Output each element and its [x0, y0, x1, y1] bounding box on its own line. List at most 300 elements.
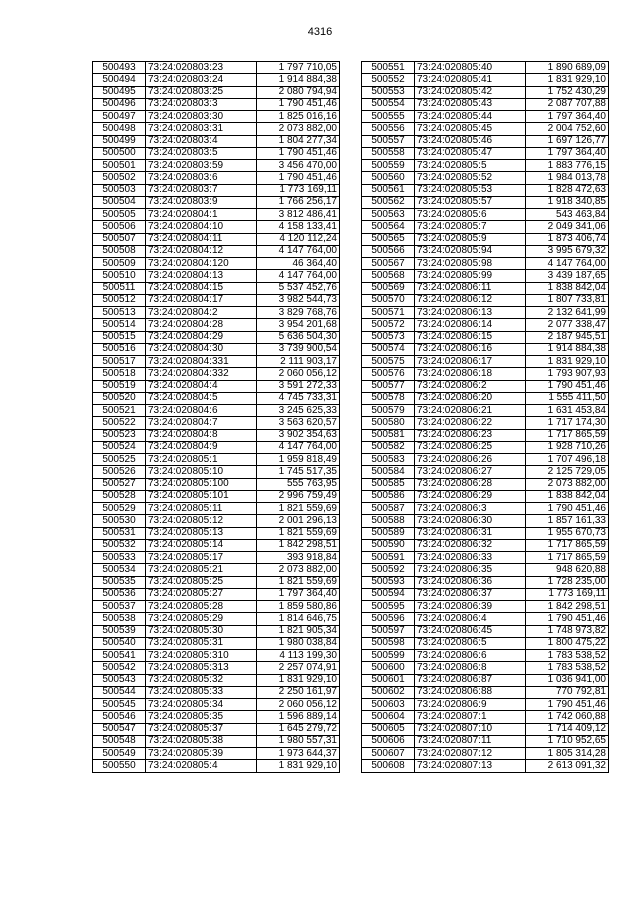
cadastral-value-cell: 2 080 794,94 [257, 86, 340, 98]
cadastral-table-left [92, 61, 340, 773]
table-row [362, 699, 609, 711]
row-number-cell: 500578 [362, 392, 415, 404]
table-row [93, 637, 340, 649]
row-number-cell: 500564 [362, 221, 415, 233]
cadastral-value-cell: 1 036 941,00 [526, 674, 609, 686]
table-row [93, 160, 340, 172]
cadastral-number-cell: 73:24:020804:6 [146, 405, 257, 417]
row-number-cell: 500558 [362, 147, 415, 159]
row-number-cell: 500604 [362, 711, 415, 723]
cadastral-number-cell: 73:24:020806:15 [415, 331, 526, 343]
cadastral-value-cell: 1 766 256,17 [257, 196, 340, 208]
cadastral-number-cell: 73:24:020805:35 [146, 711, 257, 723]
row-number-cell: 500568 [362, 270, 415, 282]
table-row [362, 515, 609, 527]
table-row [362, 184, 609, 196]
table-row [93, 515, 340, 527]
cadastral-value-cell: 1 828 472,63 [526, 184, 609, 196]
table-row [93, 86, 340, 98]
cadastral-value-cell: 1 831 929,10 [526, 356, 609, 368]
cadastral-value-cell: 1 842 298,51 [257, 539, 340, 551]
table-row [362, 123, 609, 135]
row-number-cell: 500565 [362, 233, 415, 245]
cadastral-number-cell: 73:24:020803:24 [146, 74, 257, 86]
cadastral-number-cell: 73:24:020803:30 [146, 111, 257, 123]
cadastral-value-cell: 4 158 133,41 [257, 221, 340, 233]
row-number-cell: 500571 [362, 307, 415, 319]
row-number-cell: 500515 [93, 331, 146, 343]
table-row [93, 564, 340, 576]
row-number-cell: 500605 [362, 723, 415, 735]
table-row [362, 270, 609, 282]
cadastral-number-cell: 73:24:020804:29 [146, 331, 257, 343]
cadastral-number-cell: 73:24:020803:6 [146, 172, 257, 184]
row-number-cell: 500577 [362, 380, 415, 392]
table-row [93, 294, 340, 306]
cadastral-value-cell: 1 821 559,69 [257, 527, 340, 539]
table-row [362, 147, 609, 159]
cadastral-number-cell: 73:24:020805:57 [415, 196, 526, 208]
cadastral-value-cell: 1 821 559,69 [257, 576, 340, 588]
table-row [93, 686, 340, 698]
cadastral-value-cell: 1 717 865,59 [526, 429, 609, 441]
cadastral-number-cell: 73:24:020805:17 [146, 552, 257, 564]
cadastral-value-cell: 2 613 091,32 [526, 760, 609, 772]
cadastral-number-cell: 73:24:020807:10 [415, 723, 526, 735]
cadastral-number-cell: 73:24:020806:36 [415, 576, 526, 588]
table-row [93, 111, 340, 123]
cadastral-value-cell: 5 636 504,30 [257, 331, 340, 343]
row-number-cell: 500502 [93, 172, 146, 184]
table-row [93, 490, 340, 502]
cadastral-value-cell: 1 807 733,81 [526, 294, 609, 306]
table-row [362, 282, 609, 294]
cadastral-number-cell: 73:24:020806:30 [415, 515, 526, 527]
cadastral-value-cell: 1 959 818,49 [257, 454, 340, 466]
cadastral-value-cell: 1 745 517,35 [257, 466, 340, 478]
cadastral-value-cell: 3 812 486,41 [257, 209, 340, 221]
cadastral-value-cell: 1 790 451,46 [526, 699, 609, 711]
row-number-cell: 500580 [362, 417, 415, 429]
cadastral-value-cell: 1 717 865,59 [526, 552, 609, 564]
row-number-cell: 500532 [93, 539, 146, 551]
table-row [93, 662, 340, 674]
cadastral-number-cell: 73:24:020806:4 [415, 613, 526, 625]
cadastral-number-cell: 73:24:020806:87 [415, 674, 526, 686]
row-number-cell: 500531 [93, 527, 146, 539]
row-number-cell: 500499 [93, 135, 146, 147]
table-row [93, 135, 340, 147]
table-row [362, 368, 609, 380]
cadastral-number-cell: 73:24:020805:14 [146, 539, 257, 551]
cadastral-value-cell: 3 245 625,33 [257, 405, 340, 417]
cadastral-value-cell: 1 717 865,59 [526, 539, 609, 551]
table-row [362, 662, 609, 674]
table-row [362, 674, 609, 686]
table-row [362, 221, 609, 233]
cadastral-value-cell: 1 752 430,29 [526, 86, 609, 98]
row-number-cell: 500540 [93, 637, 146, 649]
cadastral-number-cell: 73:24:020805:43 [415, 98, 526, 110]
cadastral-number-cell: 73:24:020807:11 [415, 735, 526, 747]
cadastral-number-cell: 73:24:020804:1 [146, 209, 257, 221]
row-number-cell: 500536 [93, 588, 146, 600]
cadastral-value-cell: 1 773 169,11 [526, 588, 609, 600]
table-row [362, 405, 609, 417]
cadastral-number-cell: 73:24:020805:94 [415, 245, 526, 257]
cadastral-value-cell: 1 697 126,77 [526, 135, 609, 147]
table-row [93, 319, 340, 331]
cadastral-value-cell: 1 596 889,14 [257, 711, 340, 723]
table-row [93, 270, 340, 282]
cadastral-value-cell: 46 364,40 [257, 258, 340, 270]
row-number-cell: 500585 [362, 478, 415, 490]
row-number-cell: 500494 [93, 74, 146, 86]
table-row [362, 392, 609, 404]
table-row [362, 343, 609, 355]
cadastral-value-cell: 1 631 453,84 [526, 405, 609, 417]
row-number-cell: 500572 [362, 319, 415, 331]
row-number-cell: 500497 [93, 111, 146, 123]
cadastral-value-cell: 1 555 411,50 [526, 392, 609, 404]
cadastral-number-cell: 73:24:020806:25 [415, 441, 526, 453]
cadastral-number-cell: 73:24:020805:37 [146, 723, 257, 735]
cadastral-number-cell: 73:24:020804:17 [146, 294, 257, 306]
cadastral-number-cell: 73:24:020805:53 [415, 184, 526, 196]
table-row [93, 503, 340, 515]
cadastral-number-cell: 73:24:020806:20 [415, 392, 526, 404]
cadastral-value-cell: 3 902 354,63 [257, 429, 340, 441]
cadastral-value-cell: 1 883 776,15 [526, 160, 609, 172]
cadastral-value-cell: 555 763,95 [257, 478, 340, 490]
table-row [362, 588, 609, 600]
table-row [93, 588, 340, 600]
cadastral-number-cell: 73:24:020805:45 [415, 123, 526, 135]
row-number-cell: 500506 [93, 221, 146, 233]
row-number-cell: 500547 [93, 723, 146, 735]
table-row [362, 454, 609, 466]
cadastral-value-cell: 1 890 689,09 [526, 62, 609, 74]
cadastral-number-cell: 73:24:020806:39 [415, 601, 526, 613]
table-row [362, 564, 609, 576]
cadastral-value-cell: 1 914 884,38 [526, 343, 609, 355]
row-number-cell: 500504 [93, 196, 146, 208]
cadastral-number-cell: 73:24:020804:30 [146, 343, 257, 355]
table-row [362, 711, 609, 723]
cadastral-value-cell: 2 049 341,06 [526, 221, 609, 233]
table-row [362, 331, 609, 343]
cadastral-number-cell: 73:24:020805:6 [415, 209, 526, 221]
cadastral-number-cell: 73:24:020805:29 [146, 613, 257, 625]
cadastral-value-cell: 1 800 475,22 [526, 637, 609, 649]
row-number-cell: 500516 [93, 343, 146, 355]
table-row [93, 735, 340, 747]
cadastral-number-cell: 73:24:020806:5 [415, 637, 526, 649]
cadastral-value-cell: 1 710 952,65 [526, 735, 609, 747]
row-number-cell: 500566 [362, 245, 415, 257]
table-row [93, 380, 340, 392]
row-number-cell: 500586 [362, 490, 415, 502]
table-row [362, 723, 609, 735]
row-number-cell: 500579 [362, 405, 415, 417]
table-row [362, 258, 609, 270]
row-number-cell: 500602 [362, 686, 415, 698]
table-row [362, 356, 609, 368]
table-row [93, 245, 340, 257]
cadastral-value-cell: 1 728 235,00 [526, 576, 609, 588]
row-number-cell: 500520 [93, 392, 146, 404]
table-row [93, 711, 340, 723]
row-number-cell: 500554 [362, 98, 415, 110]
cadastral-number-cell: 73:24:020806:27 [415, 466, 526, 478]
cadastral-number-cell: 73:24:020805:38 [146, 735, 257, 747]
cadastral-value-cell: 2 004 752,60 [526, 123, 609, 135]
row-number-cell: 500496 [93, 98, 146, 110]
cadastral-value-cell: 1 797 364,40 [526, 147, 609, 159]
row-number-cell: 500582 [362, 441, 415, 453]
row-number-cell: 500553 [362, 86, 415, 98]
table-row [362, 86, 609, 98]
cadastral-value-cell: 1 797 364,40 [526, 111, 609, 123]
cadastral-number-cell: 73:24:020805:11 [146, 503, 257, 515]
table-row [362, 380, 609, 392]
row-number-cell: 500575 [362, 356, 415, 368]
cadastral-value-cell: 1 814 646,75 [257, 613, 340, 625]
cadastral-value-cell: 1 918 340,85 [526, 196, 609, 208]
row-number-cell: 500505 [93, 209, 146, 221]
row-number-cell: 500583 [362, 454, 415, 466]
cadastral-number-cell: 73:24:020806:9 [415, 699, 526, 711]
cadastral-value-cell: 1 783 538,52 [526, 662, 609, 674]
row-number-cell: 500517 [93, 356, 146, 368]
cadastral-value-cell: 2 132 641,99 [526, 307, 609, 319]
row-number-cell: 500589 [362, 527, 415, 539]
row-number-cell: 500508 [93, 245, 146, 257]
cadastral-number-cell: 73:24:020804:4 [146, 380, 257, 392]
cadastral-number-cell: 73:24:020806:26 [415, 454, 526, 466]
cadastral-number-cell: 73:24:020803:31 [146, 123, 257, 135]
cadastral-value-cell: 2 073 882,00 [257, 123, 340, 135]
table-row [362, 209, 609, 221]
row-number-cell: 500503 [93, 184, 146, 196]
row-number-cell: 500507 [93, 233, 146, 245]
cadastral-value-cell: 1 773 169,11 [257, 184, 340, 196]
row-number-cell: 500518 [93, 368, 146, 380]
cadastral-value-cell: 2 187 945,51 [526, 331, 609, 343]
table-row [93, 613, 340, 625]
row-number-cell: 500493 [93, 62, 146, 74]
cadastral-number-cell: 73:24:020805:13 [146, 527, 257, 539]
row-number-cell: 500607 [362, 748, 415, 760]
row-number-cell: 500593 [362, 576, 415, 588]
cadastral-number-cell: 73:24:020803:9 [146, 196, 257, 208]
table-row [93, 466, 340, 478]
cadastral-number-cell: 73:24:020806:11 [415, 282, 526, 294]
row-number-cell: 500539 [93, 625, 146, 637]
cadastral-value-cell: 2 257 074,91 [257, 662, 340, 674]
cadastral-value-cell: 1 821 905,34 [257, 625, 340, 637]
row-number-cell: 500542 [93, 662, 146, 674]
row-number-cell: 500533 [93, 552, 146, 564]
cadastral-value-cell: 3 563 620,57 [257, 417, 340, 429]
table-row [93, 307, 340, 319]
cadastral-value-cell: 1 831 929,10 [526, 74, 609, 86]
cadastral-value-cell: 2 060 056,12 [257, 368, 340, 380]
row-number-cell: 500527 [93, 478, 146, 490]
cadastral-number-cell: 73:24:020806:37 [415, 588, 526, 600]
cadastral-value-cell: 1 645 279,72 [257, 723, 340, 735]
row-number-cell: 500576 [362, 368, 415, 380]
table-row [93, 552, 340, 564]
cadastral-value-cell: 1 914 884,38 [257, 74, 340, 86]
row-number-cell: 500608 [362, 760, 415, 772]
table-row [93, 258, 340, 270]
table-row [93, 723, 340, 735]
table-row [93, 674, 340, 686]
cadastral-value-cell: 1 838 842,04 [526, 282, 609, 294]
cadastral-value-cell: 1 804 277,34 [257, 135, 340, 147]
cadastral-value-cell: 3 739 900,54 [257, 343, 340, 355]
table-row [362, 233, 609, 245]
cadastral-value-cell: 4 745 733,31 [257, 392, 340, 404]
row-number-cell: 500526 [93, 466, 146, 478]
cadastral-value-cell: 2 125 729,05 [526, 466, 609, 478]
row-number-cell: 500561 [362, 184, 415, 196]
table-row [93, 331, 340, 343]
cadastral-number-cell: 73:24:020805:101 [146, 490, 257, 502]
cadastral-number-cell: 73:24:020807:1 [415, 711, 526, 723]
cadastral-value-cell: 1 873 406,74 [526, 233, 609, 245]
cadastral-number-cell: 73:24:020805:98 [415, 258, 526, 270]
cadastral-value-cell: 2 111 903,17 [257, 356, 340, 368]
cadastral-number-cell: 73:24:020804:28 [146, 319, 257, 331]
row-number-cell: 500501 [93, 160, 146, 172]
row-number-cell: 500545 [93, 699, 146, 711]
cadastral-number-cell: 73:24:020804:13 [146, 270, 257, 282]
row-number-cell: 500519 [93, 380, 146, 392]
cadastral-number-cell: 73:24:020804:8 [146, 429, 257, 441]
cadastral-number-cell: 73:24:020804:12 [146, 245, 257, 257]
cadastral-value-cell: 1 928 710,26 [526, 441, 609, 453]
cadastral-number-cell: 73:24:020807:12 [415, 748, 526, 760]
row-number-cell: 500597 [362, 625, 415, 637]
row-number-cell: 500546 [93, 711, 146, 723]
table-row [362, 637, 609, 649]
table-row [362, 686, 609, 698]
cadastral-number-cell: 73:24:020805:34 [146, 699, 257, 711]
row-number-cell: 500584 [362, 466, 415, 478]
row-number-cell: 500606 [362, 735, 415, 747]
table-row [362, 503, 609, 515]
row-number-cell: 500562 [362, 196, 415, 208]
table-row [362, 62, 609, 74]
table-row [362, 478, 609, 490]
cadastral-value-cell: 1 842 298,51 [526, 601, 609, 613]
cadastral-value-cell: 5 537 452,76 [257, 282, 340, 294]
table-row [362, 417, 609, 429]
cadastral-number-cell: 73:24:020806:6 [415, 650, 526, 662]
cadastral-number-cell: 73:24:020805:41 [415, 74, 526, 86]
cadastral-number-cell: 73:24:020805:33 [146, 686, 257, 698]
cadastral-value-cell: 393 918,84 [257, 552, 340, 564]
cadastral-value-cell: 4 147 764,00 [526, 258, 609, 270]
cadastral-number-cell: 73:24:020805:42 [415, 86, 526, 98]
cadastral-number-cell: 73:24:020804:15 [146, 282, 257, 294]
table-row [362, 307, 609, 319]
cadastral-value-cell: 2 073 882,00 [526, 478, 609, 490]
cadastral-number-cell: 73:24:020804:11 [146, 233, 257, 245]
row-number-cell: 500552 [362, 74, 415, 86]
cadastral-number-cell: 73:24:020806:21 [415, 405, 526, 417]
table-row [93, 74, 340, 86]
cadastral-number-cell: 73:24:020805:4 [146, 760, 257, 772]
cadastral-number-cell: 73:24:020805:52 [415, 172, 526, 184]
table-row [93, 454, 340, 466]
table-row [93, 368, 340, 380]
cadastral-number-cell: 73:24:020806:22 [415, 417, 526, 429]
cadastral-number-cell: 73:24:020806:88 [415, 686, 526, 698]
table-row [93, 392, 340, 404]
row-number-cell: 500588 [362, 515, 415, 527]
cadastral-number-cell: 73:24:020806:18 [415, 368, 526, 380]
row-number-cell: 500530 [93, 515, 146, 527]
cadastral-value-cell: 1 980 038,84 [257, 637, 340, 649]
cadastral-value-cell: 2 250 161,97 [257, 686, 340, 698]
row-number-cell: 500581 [362, 429, 415, 441]
cadastral-number-cell: 73:24:020806:16 [415, 343, 526, 355]
cadastral-value-cell: 543 463,84 [526, 209, 609, 221]
cadastral-number-cell: 73:24:020804:331 [146, 356, 257, 368]
cadastral-number-cell: 73:24:020803:5 [146, 147, 257, 159]
cadastral-number-cell: 73:24:020805:7 [415, 221, 526, 233]
table-row [362, 539, 609, 551]
cadastral-number-cell: 73:24:020805:1 [146, 454, 257, 466]
table-row [362, 748, 609, 760]
table-row [362, 429, 609, 441]
cadastral-value-cell: 1 797 364,40 [257, 588, 340, 600]
table-row [362, 466, 609, 478]
cadastral-number-cell: 73:24:020806:33 [415, 552, 526, 564]
table-row [93, 221, 340, 233]
table-row [93, 147, 340, 159]
row-number-cell: 500525 [93, 454, 146, 466]
cadastral-value-cell: 1 742 060,88 [526, 711, 609, 723]
cadastral-value-cell: 2 087 707,88 [526, 98, 609, 110]
row-number-cell: 500543 [93, 674, 146, 686]
cadastral-number-cell: 73:24:020805:44 [415, 111, 526, 123]
cadastral-value-cell: 1 783 538,52 [526, 650, 609, 662]
table-row [362, 441, 609, 453]
table-row [93, 209, 340, 221]
table-row [362, 601, 609, 613]
row-number-cell: 500544 [93, 686, 146, 698]
cadastral-value-cell: 1 838 842,04 [526, 490, 609, 502]
table-row [93, 184, 340, 196]
row-number-cell: 500537 [93, 601, 146, 613]
row-number-cell: 500594 [362, 588, 415, 600]
row-number-cell: 500600 [362, 662, 415, 674]
cadastral-number-cell: 73:24:020806:31 [415, 527, 526, 539]
cadastral-value-cell: 2 073 882,00 [257, 564, 340, 576]
cadastral-number-cell: 73:24:020806:45 [415, 625, 526, 637]
table-row [93, 429, 340, 441]
row-number-cell: 500557 [362, 135, 415, 147]
row-number-cell: 500535 [93, 576, 146, 588]
table-row [362, 135, 609, 147]
row-number-cell: 500560 [362, 172, 415, 184]
row-number-cell: 500601 [362, 674, 415, 686]
row-number-cell: 500534 [93, 564, 146, 576]
